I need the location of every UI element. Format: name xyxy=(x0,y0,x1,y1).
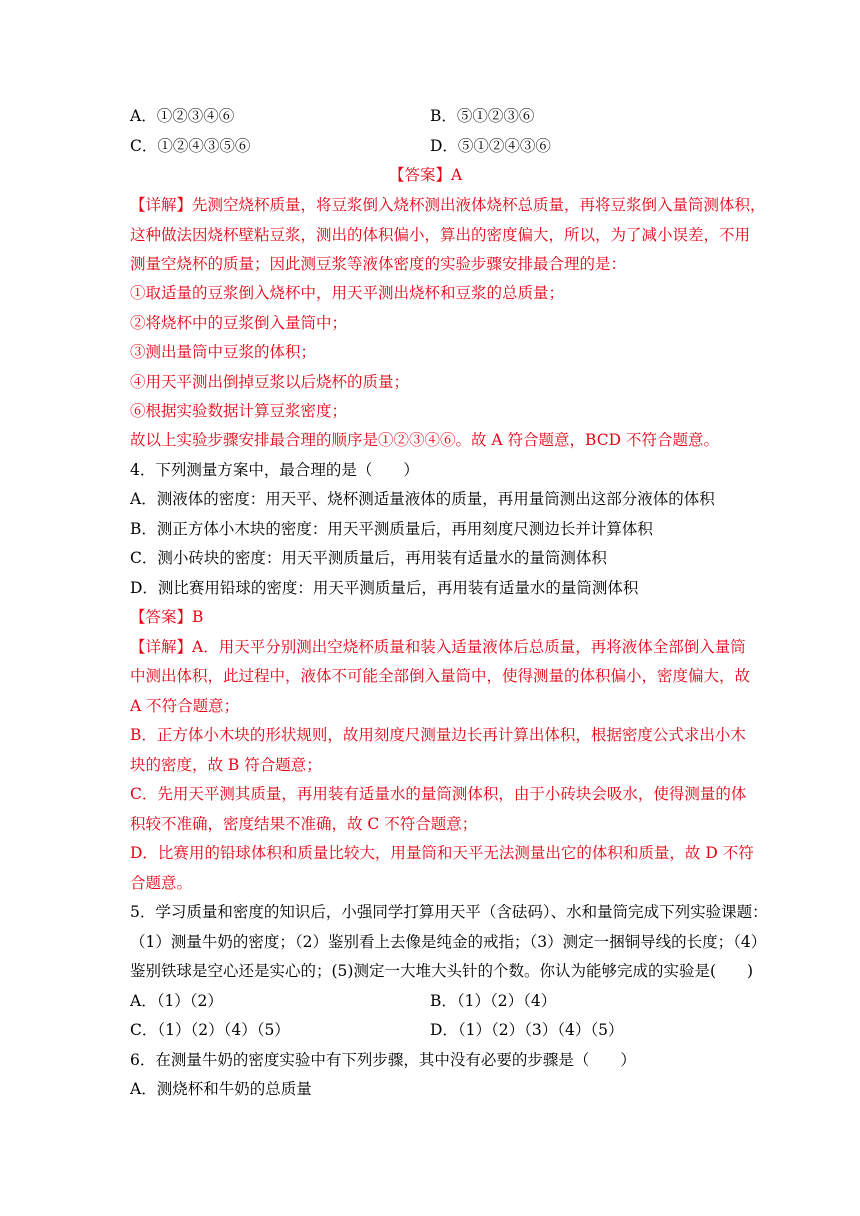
q3-detail-line: ④用天平测出倒掉豆浆以后烧杯的质量； xyxy=(130,373,410,391)
q3-option-b: B．⑤①②③⑥ xyxy=(430,107,535,125)
q5-option-d: D．（1）（2）（3）（4）（5） xyxy=(430,1021,624,1039)
q4-detail-line: C．先用天平测其质量，再用装有适量水的量筒测体积，由于小砖块会吸水，使得测量的体 xyxy=(130,785,747,803)
q4-detail-line: 块的密度，故 B 符合题意； xyxy=(130,756,322,774)
q5-option-c: C．（1）（2）（4）（5） xyxy=(130,1021,290,1039)
q4-detail-line: 【详解】A．用天平分别测出空烧杯质量和装入适量液体后总质量，再将液体全部倒入量筒 xyxy=(130,638,746,656)
q5-option-a: A．（1）（2） xyxy=(130,992,223,1010)
q4-detail-line: 合题意。 xyxy=(130,874,193,892)
q3-option-c: C．①②④③⑤⑥ xyxy=(130,137,251,155)
q4-stem: 4．下列测量方案中，最合理的是（ ） xyxy=(130,461,419,479)
q3-detail-line: 这种做法因烧杯壁粘豆浆，测出的体积偏小，算出的密度偏大，所以，为了减小误差，不用 xyxy=(130,226,751,244)
q3-detail-line: ②将烧杯中的豆浆倒入量筒中； xyxy=(130,314,348,332)
q5-stem-line: （1）测量牛奶的密度；（2）鉴别看上去像是纯金的戒指；（3）测定一捆铜导线的长度；（4） xyxy=(130,933,767,951)
q3-option-a: A．①②③④⑥ xyxy=(130,107,235,125)
q4-option-d: D．测比赛用铅球的密度：用天平测质量后，再用装有适量水的量筒测体积 xyxy=(130,579,639,597)
q4-detail-line: 中测出体积，此过程中，液体不可能全部倒入量筒中，使得测量的体积偏小，密度偏大，故 xyxy=(130,667,751,685)
q5-option-b: B．（1）（2）（4） xyxy=(430,992,557,1010)
q4-detail-line: A 不符合题意； xyxy=(130,697,240,715)
q3-option-d: D．⑤①②④③⑥ xyxy=(430,137,551,155)
q6-stem: 6．在测量牛奶的密度实验中有下列步骤，其中没有必要的步骤是（ ） xyxy=(130,1051,636,1069)
q3-detail-line: 故以上实验步骤安排最合理的顺序是①②③④⑥。故 A 符合题意，BCD 不符合题意。 xyxy=(130,431,719,449)
q4-detail-line: B．正方体小木块的形状规则，故用刻度尺测量边长再计算出体积，根据密度公式求出小木 xyxy=(130,726,746,744)
q4-detail-line: D．比赛用的铅球体积和质量比较大，用量筒和天平无法测量出它的体积和质量，故 D 不符 xyxy=(130,844,754,862)
q5-stem-line: 5．学习质量和密度的知识后，小强同学打算用天平（含砝码）、水和量筒完成下列实验课题： xyxy=(130,903,768,921)
q6-option-a: A．测烧杯和牛奶的总质量 xyxy=(130,1080,312,1098)
q3-detail-line: ③测出量筒中豆浆的体积； xyxy=(130,343,317,361)
q5-stem-line: 鉴别铁球是空心还是实心的；(5)测定一大堆大头针的个数。你认为能够完成的实验是( ) xyxy=(130,962,754,980)
q3-answer: 【答案】A xyxy=(389,166,463,184)
q4-answer: 【答案】B xyxy=(130,608,204,626)
q3-detail-line: 测量空烧杯的质量；因此测豆浆等液体密度的实验步骤安排最合理的是： xyxy=(130,255,627,273)
q3-detail-line: 【详解】先测空烧杯质量，将豆浆倒入烧杯测出液体烧杯总质量，再将豆浆倒入量筒测体积， xyxy=(130,196,766,214)
q4-option-a: A．测液体的密度：用天平、烧杯测适量液体的质量，再用量筒测出这部分液体的体积 xyxy=(130,490,715,508)
q3-detail-line: ⑥根据实验数据计算豆浆密度； xyxy=(130,402,348,420)
q4-option-c: C．测小砖块的密度：用天平测质量后，再用装有适量水的量筒测体积 xyxy=(130,549,607,567)
q4-detail-line: 积较不准确，密度结果不准确，故 C 不符合题意； xyxy=(130,815,478,833)
q3-detail-line: ①取适量的豆浆倒入烧杯中，用天平测出烧杯和豆浆的总质量； xyxy=(130,284,565,302)
q4-option-b: B．测正方体小木块的密度：用天平测质量后，再用刻度尺测边长并计算体积 xyxy=(130,520,653,538)
